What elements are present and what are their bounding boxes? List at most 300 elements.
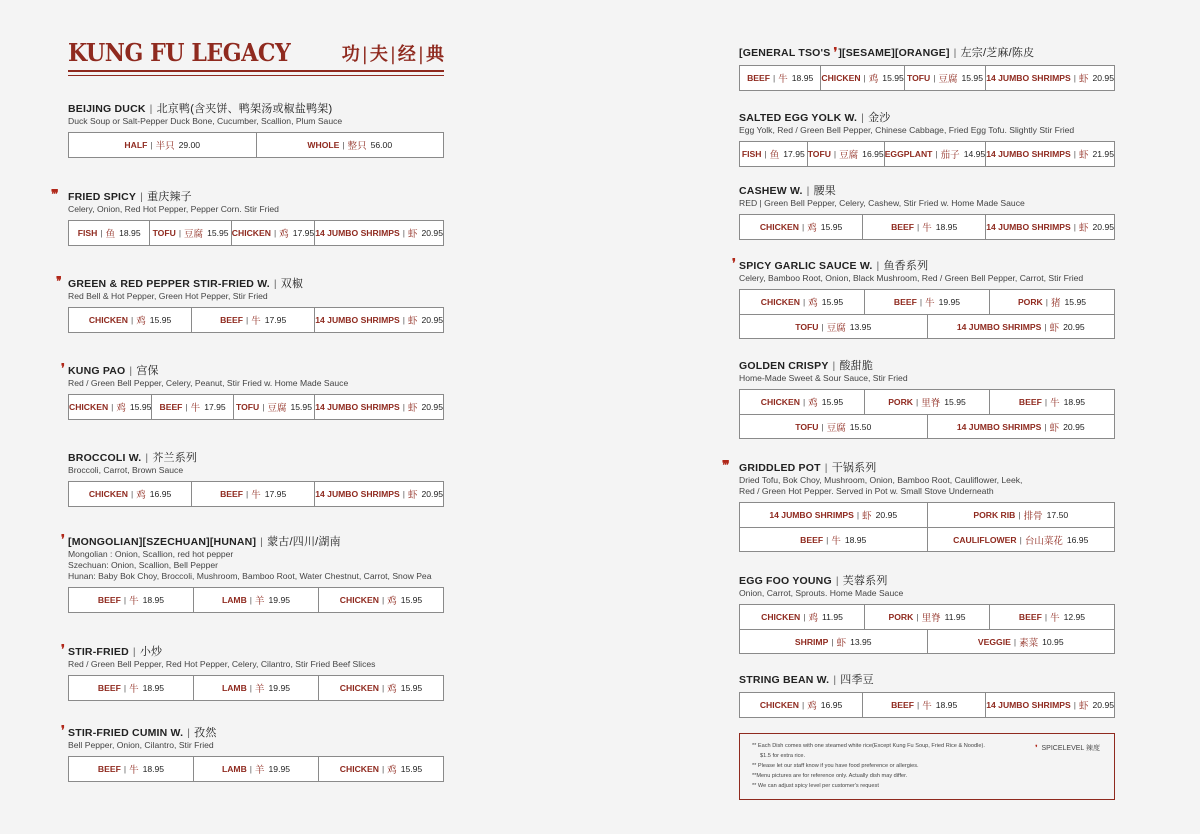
option-name-cn: 牛 [925, 298, 935, 309]
option-name: TOFU [907, 73, 931, 83]
option-name: 14 JUMBO SHRIMPS [956, 321, 1042, 332]
option-name: BEEF [893, 297, 917, 307]
option-price: 12.95 [1063, 612, 1086, 622]
menu-item-title [739, 257, 1115, 273]
option-separator: | [863, 73, 866, 83]
dish-description: Bell Pepper, Onion, Cilantro, Stir Fried [68, 740, 214, 750]
option-name: CHICKEN [761, 612, 801, 622]
option-price: 16.95 [820, 700, 843, 710]
price-grid [739, 604, 1115, 654]
option-name-cn: 素菜 [1019, 637, 1039, 649]
dish-name-cn: 四季豆 [840, 674, 874, 686]
option-name-cn: 鱼 [769, 150, 780, 161]
price-option [989, 290, 1114, 314]
option-name: TOFU [807, 149, 831, 159]
option-separator: | [933, 73, 936, 83]
option-name-cn: 鸡 [808, 298, 818, 309]
option-name: BEEF [1018, 612, 1042, 622]
price-row [69, 757, 443, 781]
option-price: 18.95 [935, 700, 958, 710]
option-price: 15.95 [882, 73, 904, 83]
title-separator: | [806, 185, 810, 197]
dish-description: Dried Tofu, Bok Choy, Mushroom, Onion, Bamboo Root, Cauliflower, Leek, [739, 475, 1023, 485]
title-separator: | [145, 452, 149, 464]
brand-title: KUNG FU LEGACY [68, 38, 291, 67]
price-row [740, 629, 1114, 653]
title-separator: | [140, 191, 144, 203]
price-row [69, 395, 443, 419]
option-name-cn: 鸡 [808, 613, 819, 624]
option-name: FISH [741, 149, 762, 159]
price-option [740, 693, 862, 717]
option-price: 18.95 [142, 595, 165, 605]
chili-icon: ❜❜ [56, 274, 60, 288]
option-separator: | [821, 421, 824, 432]
option-name: VEGGIE [977, 636, 1011, 647]
option-name: PORK [1017, 297, 1043, 307]
option-name: SHRIMP [794, 636, 829, 647]
dish-name-cn: 腰果 [813, 185, 836, 197]
option-separator: | [178, 228, 182, 238]
option-separator: | [381, 764, 385, 774]
option-separator: | [1073, 222, 1076, 232]
price-option [69, 588, 193, 612]
option-name-cn: 鸡 [387, 765, 397, 776]
price-row [69, 482, 443, 506]
price-option [989, 390, 1114, 414]
option-name-cn: 牛 [922, 223, 932, 234]
menu-item-stir-fried-cumin [61, 723, 444, 782]
option-name-cn: 虾 [407, 229, 418, 240]
option-name: BEEF [1018, 397, 1042, 407]
price-option [927, 503, 1115, 527]
menu-item-egg-foo-young [739, 572, 1115, 654]
price-option [314, 395, 443, 419]
price-option [69, 308, 191, 332]
note-line: $1.5 for extra rice. [760, 753, 806, 759]
note-line: ** Each Dish comes with one steamed white rice(Except Kung Fu Soup, Fried Rice & Noodle). [752, 743, 985, 749]
option-name-cn: 牛 [251, 490, 261, 501]
option-name: EGGPLANT [884, 149, 933, 159]
dish-name: STIR-FRIED CUMIN W. [68, 727, 184, 739]
option-price: 16.95 [862, 149, 884, 159]
dish-description: Home-Made Sweet & Sour Sauce, Stir Fried [739, 373, 908, 383]
option-name: BEEF [891, 700, 914, 710]
price-option [233, 395, 314, 419]
option-name-cn: 虾 [836, 637, 847, 649]
price-option [314, 482, 443, 506]
option-name-cn: 牛 [1050, 613, 1060, 624]
option-name: HALF [124, 140, 148, 150]
option-price: 21.95 [1092, 149, 1114, 159]
option-name-cn: 茄子 [940, 150, 960, 161]
note-line: ** Please let our staff know if you have food preference or allergies. [752, 763, 919, 769]
option-name: CAULIFLOWER [953, 534, 1017, 545]
menu-item-title [739, 109, 1115, 125]
dish-description: Szechuan: Onion, Scallion, Bell Pepper [68, 560, 219, 570]
price-option [69, 676, 193, 700]
price-grid [68, 587, 444, 613]
option-separator: | [1044, 321, 1047, 332]
dish-description: Celery, Onion, Red Hot Pepper, Pepper Corn. Stir Fried [68, 204, 279, 214]
header-rule [68, 70, 444, 72]
option-separator: | [856, 510, 860, 520]
price-grid [68, 307, 444, 333]
menu-item-title [739, 459, 1115, 475]
option-price: 15.95 [821, 397, 844, 407]
menu-item-title [68, 188, 444, 204]
dish-name: FRIED SPICY [68, 191, 137, 203]
menu-item-stir-fried [61, 642, 444, 701]
dish-name-cont: ][SESAME][ORANGE] [838, 47, 950, 59]
price-option [740, 390, 864, 414]
option-separator: | [833, 149, 837, 159]
chili-icon: ❜ [61, 361, 63, 375]
dish-name-cn: 酸甜脆 [839, 360, 874, 372]
option-name-cn: 羊 [255, 765, 265, 776]
price-option [314, 221, 443, 245]
option-name-cn: 虾 [407, 316, 418, 327]
price-grid [68, 675, 444, 701]
price-row [69, 676, 443, 700]
price-option [314, 308, 443, 332]
option-name-cn: 鸡 [136, 316, 146, 327]
dish-description: Broccoli, Carrot, Brown Sauce [68, 465, 184, 475]
option-name: BEEF [97, 683, 121, 693]
dish-name-cn: 宫保 [136, 365, 159, 377]
option-name: CHICKEN [339, 683, 379, 693]
price-grid [739, 502, 1115, 552]
option-separator: | [1044, 397, 1048, 407]
note-line: ** We can adjust spicy level per customer's request [752, 783, 879, 789]
option-separator: | [123, 595, 127, 605]
option-name: BEEF [747, 73, 771, 83]
price-row [740, 142, 1114, 166]
price-row [69, 221, 443, 245]
option-name-cn: 里脊 [921, 398, 941, 409]
option-name-cn: 猪 [1051, 298, 1061, 309]
spice-level-label: SPICELEVEL 辣度 [1041, 745, 1100, 752]
option-separator: | [1019, 534, 1022, 545]
option-price: 15.95 [961, 73, 983, 83]
option-name-cn: 排骨 [1023, 511, 1043, 522]
brand-title-cn: 功 | 夫 | 经 | 典 [341, 44, 444, 65]
price-option [740, 66, 820, 90]
right-menu-page [600, 0, 1200, 834]
title-separator: | [861, 112, 865, 124]
option-price: 17.95 [783, 149, 805, 159]
price-option [69, 757, 193, 781]
dish-name: KUNG PAO [68, 365, 126, 377]
option-separator: | [1045, 297, 1049, 307]
price-option [985, 66, 1114, 90]
chili-icon: ❜ [61, 532, 63, 546]
menu-item-general-tso [739, 44, 1115, 91]
menu-item-title [68, 643, 444, 659]
option-separator: | [100, 228, 103, 238]
option-name: BEEF [97, 595, 121, 605]
option-name: 14 JUMBO SHRIMPS [986, 149, 1071, 159]
price-grid [739, 141, 1115, 167]
dish-name: SPICY GARLIC SAUCE W. [739, 260, 873, 272]
menu-item-kung-pao [61, 361, 444, 420]
option-price: 18.95 [791, 73, 814, 83]
option-separator: | [916, 397, 919, 407]
price-option [862, 693, 985, 717]
option-name: CHICKEN [759, 700, 799, 710]
option-name: BEEF [97, 764, 121, 774]
dish-name: SALTED EGG YOLK W. [739, 112, 858, 124]
option-name: WHOLE [307, 140, 340, 150]
price-option [927, 415, 1115, 438]
dish-name-cn: 鱼香系列 [883, 260, 929, 272]
option-separator: | [249, 764, 253, 774]
price-row [740, 215, 1114, 239]
option-name-cn: 台山菜花 [1024, 535, 1063, 547]
option-price: 18.95 [142, 764, 165, 774]
option-separator: | [1018, 510, 1021, 520]
option-separator: | [123, 764, 127, 774]
note-line: **Menu pictures are for reference only. Actually dish may differ. [752, 773, 908, 779]
title-separator: | [132, 646, 136, 658]
option-price: 15.95 [820, 222, 843, 232]
option-name-cn: 牛 [922, 701, 932, 712]
option-separator: | [185, 402, 188, 412]
option-price: 20.95 [1063, 421, 1085, 432]
price-option [740, 630, 927, 653]
price-option [740, 142, 807, 166]
option-name-cn: 里脊 [921, 613, 941, 624]
price-grid [739, 214, 1115, 240]
option-name-cn: 鸡 [387, 684, 397, 695]
dish-description: Hunan: Baby Bok Choy, Broccoli, Mushroom, Bamboo Root, Water Chestnut, Carrot, Snow Pea [68, 571, 432, 581]
option-name-cn: 虾 [1049, 322, 1060, 334]
menu-item-title [739, 671, 1115, 687]
price-grid [68, 756, 444, 782]
option-name-cn: 虾 [1078, 150, 1089, 161]
menu-item-broccoli [68, 449, 444, 507]
option-name-cn: 虾 [1049, 422, 1060, 434]
price-option [740, 290, 864, 314]
price-row [740, 527, 1114, 551]
chili-icon: ❜ [833, 45, 836, 59]
option-name: CHICKEN [339, 764, 379, 774]
option-name-cn: 牛 [1050, 398, 1060, 409]
option-name: TOFU [795, 421, 819, 432]
option-separator: | [826, 534, 829, 545]
chili-icon: ❜ [1035, 743, 1038, 752]
menu-item-title [68, 724, 444, 740]
title-separator: | [273, 278, 277, 290]
option-name-cn: 牛 [778, 74, 788, 85]
menu-item-title [68, 362, 444, 378]
option-separator: | [131, 315, 134, 325]
option-price: 15.95 [400, 595, 423, 605]
price-row [69, 588, 443, 612]
option-name: LAMB [221, 764, 247, 774]
dish-description: Mongolian : Onion, Scallion, red hot pepper [68, 549, 234, 559]
menu-item-title [68, 533, 444, 549]
price-option [927, 315, 1115, 338]
price-option [740, 415, 927, 438]
title-separator: | [260, 536, 264, 548]
price-option [193, 588, 318, 612]
dish-name-cn: 双椒 [280, 278, 304, 290]
option-separator: | [916, 222, 920, 232]
option-price: 20.95 [421, 228, 443, 238]
title-separator: | [129, 365, 133, 377]
option-name: TOFU [152, 228, 176, 238]
price-option [69, 395, 151, 419]
price-grid [739, 389, 1115, 439]
option-price: 20.95 [1092, 700, 1115, 710]
option-separator: | [273, 228, 277, 238]
option-price: 20.95 [421, 402, 443, 412]
option-name: 14 JUMBO SHRIMPS [986, 222, 1071, 232]
menu-item-title [739, 357, 1115, 373]
option-price: 18.95 [142, 683, 165, 693]
option-name-cn: 虾 [407, 403, 418, 414]
option-name-cn: 牛 [190, 403, 201, 414]
option-separator: | [150, 140, 153, 150]
option-name: BEEF [159, 402, 183, 412]
menu-item-fried-spicy [51, 187, 444, 246]
dish-name-cn: 金沙 [868, 112, 891, 124]
chili-icon: ❜ [61, 723, 63, 737]
price-row [69, 133, 443, 157]
chili-icon: ❜ [732, 256, 734, 270]
option-price: 20.95 [421, 315, 444, 325]
menu-item-beijing-duck [68, 100, 444, 158]
option-price: 20.95 [1092, 73, 1114, 83]
option-name: BEEF [800, 534, 824, 545]
option-separator: | [1073, 149, 1076, 159]
price-row [740, 503, 1114, 527]
price-option [740, 605, 864, 629]
price-option [927, 630, 1115, 653]
option-separator: | [764, 149, 767, 159]
option-name: 14 JUMBO SHRIMPS [769, 510, 854, 520]
option-name: 14 JUMBO SHRIMPS [315, 228, 400, 238]
dish-name-cn: 重庆辣子 [147, 191, 192, 203]
option-name: 14 JUMBO SHRIMPS [315, 315, 400, 325]
price-option [884, 142, 986, 166]
price-option [193, 757, 318, 781]
dish-name-cn: 干锅系列 [831, 462, 877, 474]
price-option [740, 528, 927, 551]
title-separator: | [876, 260, 880, 272]
option-separator: | [402, 228, 405, 238]
chili-icon: ❜❜❜ [51, 187, 57, 201]
dish-name: EGG FOO YOUNG [739, 575, 832, 587]
price-option [820, 66, 903, 90]
option-name: 14 JUMBO SHRIMPS [956, 421, 1042, 432]
price-option [864, 390, 989, 414]
option-separator: | [1044, 421, 1047, 432]
menu-item-title [68, 100, 444, 116]
option-name-cn: 虾 [1078, 701, 1089, 712]
option-name-cn: 虾 [862, 511, 872, 522]
option-name-cn: 鸡 [136, 490, 146, 501]
price-option [318, 676, 443, 700]
option-price: 29.00 [178, 140, 201, 150]
dish-name: BEIJING DUCK [68, 103, 146, 115]
dish-name: GRIDDLED POT [739, 462, 821, 474]
dish-description: Red / Green Bell Pepper, Red Hot Pepper, Celery, Cilantro, Stir Fried Beef Slices [68, 659, 376, 669]
dish-name-cn: 北京鸭(含夹饼、鸭架汤或椒盐鸭架) [156, 103, 333, 115]
dish-name-cn: 蒙古/四川/湖南 [267, 536, 341, 548]
price-grid [68, 394, 444, 420]
notes-box [739, 733, 1115, 800]
option-name-cn: 豆腐 [184, 229, 204, 240]
price-option [69, 482, 191, 506]
option-price: 20.95 [1063, 321, 1085, 332]
price-option [985, 215, 1114, 239]
option-separator: | [342, 140, 345, 150]
dish-description: Celery, Bamboo Root, Onion, Black Mushroom, Red / Green Bell Pepper, Carrot, Stir Fried [739, 273, 1084, 283]
option-name-cn: 牛 [129, 684, 139, 695]
menu-item-griddled-pot [722, 458, 1115, 552]
option-name-cn: 豆腐 [826, 422, 846, 434]
option-name-cn: 牛 [129, 596, 139, 607]
title-separator: | [187, 727, 191, 739]
option-name: FISH [77, 228, 98, 238]
dish-description: Red Bell & Hot Pepper, Green Hot Pepper, Stir Fried [68, 291, 268, 301]
option-name: CHICKEN [231, 228, 271, 238]
dish-description: RED | Green Bell Pepper, Celery, Cashew, Stir Fried w. Home Made Sauce [739, 198, 1025, 208]
option-name-cn: 鸡 [807, 701, 817, 712]
price-grid [739, 65, 1115, 91]
dish-description: Red / Green Hot Pepper. Served in Pot w. Small Stove Underneath [739, 486, 994, 496]
option-separator: | [381, 595, 385, 605]
price-option [151, 395, 232, 419]
option-price: 20.95 [421, 489, 444, 499]
option-separator: | [262, 402, 265, 412]
option-price: 15.95 [129, 402, 152, 412]
option-price: 15.95 [207, 228, 229, 238]
option-name-cn: 羊 [255, 596, 265, 607]
dish-name-cn: 孜然 [194, 727, 217, 739]
dish-name-cn: 芙蓉系列 [842, 575, 888, 587]
price-option [862, 215, 985, 239]
option-name-cn: 牛 [129, 765, 139, 776]
menu-item-spicy-garlic [732, 256, 1115, 339]
option-name-cn: 豆腐 [826, 322, 846, 334]
option-name-cn: 鸡 [808, 398, 818, 409]
option-name-cn: 羊 [255, 684, 265, 695]
title-separator: | [835, 575, 839, 587]
price-grid [739, 289, 1115, 339]
price-row [740, 693, 1114, 717]
option-name: BEEF [220, 489, 243, 499]
option-name-cn: 牛 [831, 535, 841, 547]
option-price: 15.95 [944, 397, 966, 407]
option-separator: | [249, 595, 253, 605]
option-separator: | [402, 315, 405, 325]
menu-item-mongolian [61, 532, 444, 613]
option-price: 19.95 [268, 683, 291, 693]
option-separator: | [245, 489, 249, 499]
chili-icon: ❜❜❜ [722, 458, 728, 472]
price-option [318, 757, 443, 781]
option-price: 17.95 [204, 402, 226, 412]
option-name-cn: 整只 [347, 141, 367, 152]
dish-name-cn: 芥兰系列 [152, 452, 198, 464]
option-separator: | [1013, 636, 1017, 647]
price-option [69, 133, 256, 157]
option-price: 16.95 [149, 489, 172, 499]
option-separator: | [1073, 700, 1076, 710]
